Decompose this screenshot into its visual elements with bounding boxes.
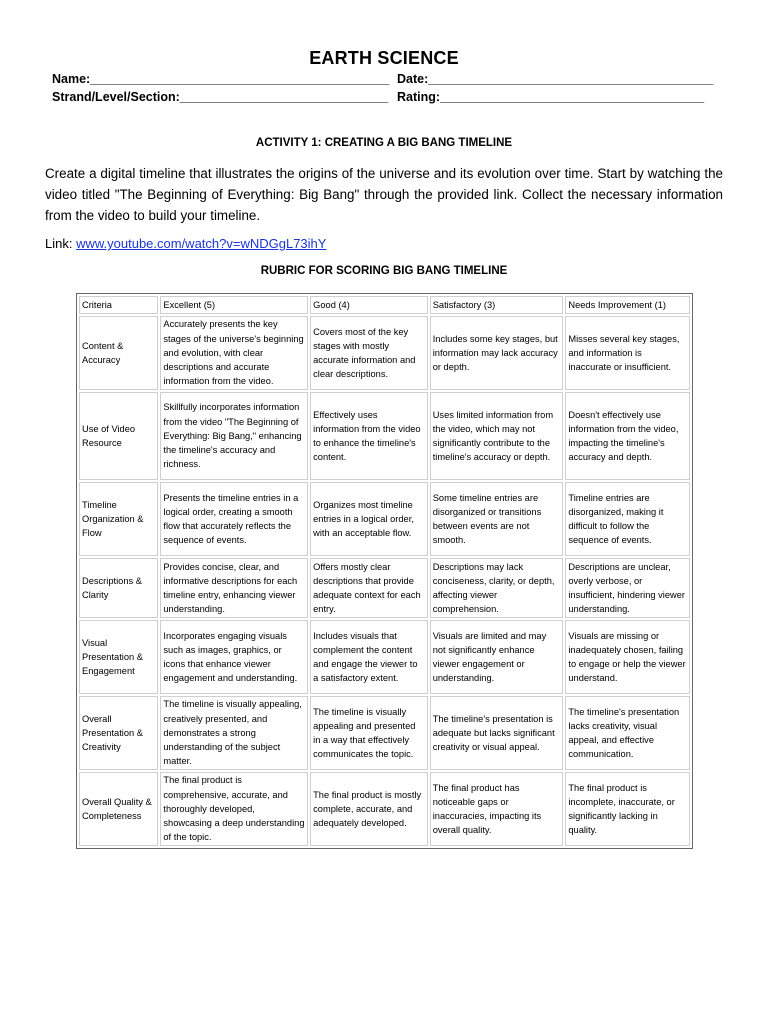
criteria-cell: Overall Quality & Completeness [79, 772, 158, 846]
table-row [79, 392, 690, 480]
needs-improvement-cell: Descriptions are unclear, overly verbose, or insufficient, hindering viewer understanding. [565, 558, 690, 618]
criteria-cell: Timeline Organization & Flow [79, 482, 158, 556]
satisfactory-cell: Visuals are limited and may not significantly enhance viewer engagement or understanding. [430, 620, 564, 694]
table-row [79, 316, 690, 390]
video-link[interactable]: www.youtube.com/watch?v=wNDGgL73ihY [76, 236, 327, 251]
needs-improvement-cell: Visuals are missing or inadequately chosen, failing to engage or help the viewer understand. [565, 620, 690, 694]
table-row [79, 696, 690, 770]
good-cell: Includes visuals that complement the content and engage the viewer to a satisfactory extent. [310, 620, 428, 694]
rubric-title: RUBRIC FOR SCORING BIG BANG TIMELINE [260, 265, 508, 277]
rating-field: Rating:______________________________________ [397, 90, 705, 104]
excellent-cell: Skillfully incorporates information from the video "The Beginning of Everything: Big Bang," enhancing the timeline's accuracy and richness. [160, 392, 308, 480]
table-row [79, 482, 690, 556]
excellent-cell: The timeline is visually appealing, creatively presented, and demonstrates a strong understanding of the subject matter. [160, 696, 308, 770]
good-cell: The timeline is visually appealing and presented in a way that effectively communicates the topic. [310, 696, 428, 770]
strand-level-section-field: Strand/Level/Section:______________________________ [52, 90, 389, 104]
good-cell: Covers most of the key stages with mostly accurate information and clear descriptions. [310, 316, 428, 390]
video-link-line [45, 236, 326, 251]
criteria-cell: Visual Presentation & Engagement [79, 620, 158, 694]
rubric-header-row [79, 296, 690, 314]
header-satisfactory: Satisfactory (3) [430, 296, 564, 314]
satisfactory-cell: The final product has noticeable gaps or inaccuracies, impacting its overall quality. [430, 772, 564, 846]
good-cell: Organizes most timeline entries in a logical order, with an acceptable flow. [310, 482, 428, 556]
header-needs-improvement: Needs Improvement (1) [565, 296, 690, 314]
header-excellent: Excellent (5) [160, 296, 308, 314]
satisfactory-cell: Includes some key stages, but information may lack accuracy or depth. [430, 316, 564, 390]
needs-improvement-cell: Misses several key stages, and information is inaccurate or insufficient. [565, 316, 690, 390]
activity-title: ACTIVITY 1: CREATING A BIG BANG TIMELINE [255, 137, 513, 149]
table-row [79, 772, 690, 846]
needs-improvement-cell: Timeline entries are disorganized, making it difficult to follow the sequence of events. [565, 482, 690, 556]
needs-improvement-cell: The timeline's presentation lacks creativity, visual appeal, and effective communication. [565, 696, 690, 770]
good-cell: Offers mostly clear descriptions that provide adequate context for each entry. [310, 558, 428, 618]
satisfactory-cell: Uses limited information from the video, which may not significantly contribute to the timeline's accuracy or depth. [430, 392, 564, 480]
good-cell: The final product is mostly complete, accurate, and adequately developed. [310, 772, 428, 846]
activity-instructions: Create a digital timeline that illustrates the origins of the universe and its evolution over time. Start by watching the video titled "The Beginning of Everything: Big Bang" through the provided link. Collect the necessary information from the video to build your timeline. [45, 166, 723, 223]
needs-improvement-cell: Doesn't effectively use information from the video, impacting the timeline's accuracy and depth. [565, 392, 690, 480]
criteria-cell: Content & Accuracy [79, 316, 158, 390]
excellent-cell: Incorporates engaging visuals such as images, graphics, or icons that enhance viewer engagement and understanding. [160, 620, 308, 694]
table-row [79, 620, 690, 694]
criteria-cell: Descriptions & Clarity [79, 558, 158, 618]
excellent-cell: Provides concise, clear, and informative descriptions for each timeline entry, enhancing viewer understanding. [160, 558, 308, 618]
name-field: Name:___________________________________________ [52, 72, 390, 86]
rubric-table [76, 293, 693, 849]
excellent-cell: Accurately presents the key stages of the universe's beginning and evolution, with clear descriptions and accurate information from the video. [160, 316, 308, 390]
link-label: Link: [45, 236, 77, 251]
excellent-cell: The final product is comprehensive, accurate, and thoroughly developed, showcasing a deep understanding of the topic. [160, 772, 308, 846]
needs-improvement-cell: The final product is incomplete, inaccurate, or significantly lacking in quality. [565, 772, 690, 846]
page-title: EARTH SCIENCE [309, 48, 459, 68]
satisfactory-cell: The timeline's presentation is adequate but lacks significant creativity or visual appeal. [430, 696, 564, 770]
satisfactory-cell: Descriptions may lack conciseness, clarity, or depth, affecting viewer comprehension. [430, 558, 564, 618]
excellent-cell: Presents the timeline entries in a logical order, creating a smooth flow that accurately reflects the sequence of events. [160, 482, 308, 556]
date-field: Date:_________________________________________ [397, 72, 714, 86]
criteria-cell: Overall Presentation & Creativity [79, 696, 158, 770]
table-row [79, 558, 690, 618]
criteria-cell: Use of Video Resource [79, 392, 158, 480]
good-cell: Effectively uses information from the video to enhance the timeline's content. [310, 392, 428, 480]
satisfactory-cell: Some timeline entries are disorganized or transitions between events are not smooth. [430, 482, 564, 556]
header-good: Good (4) [310, 296, 428, 314]
header-criteria: Criteria [79, 296, 158, 314]
